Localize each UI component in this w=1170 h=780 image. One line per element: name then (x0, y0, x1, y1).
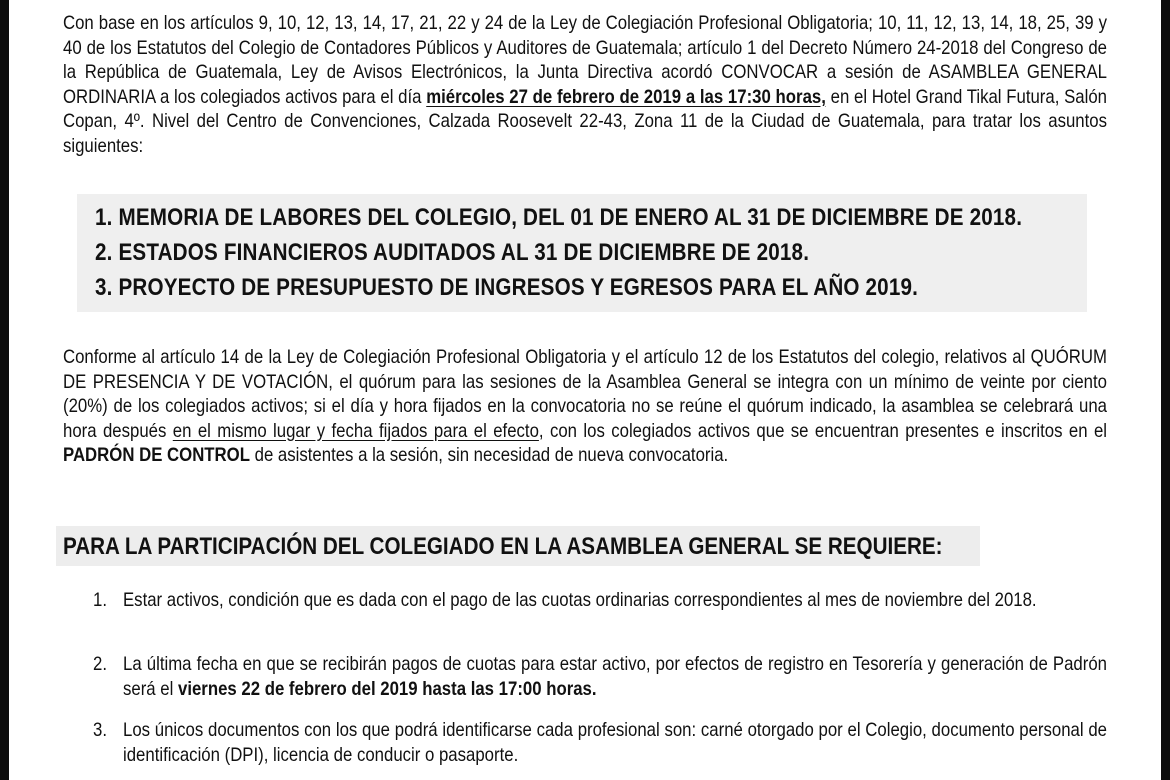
requirements-heading: PARA LA PARTICIPACIÓN DEL COLEGIADO EN LA ASAMBLEA GENERAL SE REQUIERE: (63, 533, 943, 560)
quorum-text-start: Conforme al artículo 14 de la Ley de Colegiación Profesional Obligatoria y el artículo 12 de los Estatutos del colegio, relativos al QUÓRUM DE PRESENCIA Y DE VOTACIÓN, el quórum para las sesiones de la Asamblea General se integra con un mínimo de veinte por ciento (20%) de los colegiados activos; si el día y hora fijados en la convocatoria no se reúne el quórum indicado, la asamblea se celebrará una hora después (63, 346, 1107, 442)
agenda-item-2: 2. ESTADOS FINANCIEROS AUDITADOS AL 31 DE DICIEMBRE DE 2018. (95, 239, 810, 266)
requirement-number: 2. (93, 653, 107, 675)
requirement-text-part: La última fecha en que se recibirán pagos de cuotas para estar activo, por efectos de registro en Tesorería y generación de Padrón será el (123, 653, 1107, 700)
left-border (0, 0, 9, 780)
requirement-text (123, 718, 1107, 767)
requirement-text-part: Estar activos, condición que es dada con el pago de las cuotas ordinarias correspondientes al mes de noviembre del 2018. (123, 589, 1037, 611)
payment-deadline: viernes 22 de febrero del 2019 hasta las 17:00 horas. (177, 677, 597, 700)
assembly-date: miércoles 27 de febrero de 2019 a las 17:30 horas, (426, 85, 826, 108)
requirement-text (123, 588, 1107, 613)
agenda-item-3: 3. PROYECTO DE PRESUPUESTO DE INGRESOS Y EGRESOS PARA EL AÑO 2019. (95, 274, 919, 301)
intro-paragraph (63, 11, 1107, 158)
quorum-text-mid: , con los colegiados activos que se encuentran presentes e inscritos en el (538, 419, 1107, 442)
requirement-item-1 (93, 588, 1107, 646)
quorum-underlined: en el mismo lugar y fecha fijados para el efecto (172, 419, 539, 442)
requirement-number: 1. (93, 589, 107, 611)
requirement-item-3 (93, 718, 1107, 776)
quorum-bold: PADRÓN DE CONTROL (63, 444, 250, 466)
requirements-list (93, 588, 1107, 768)
requirement-text (123, 652, 1107, 701)
intro-text-start: Con base en los artículos 9, 10, 12, 13, 14, 17, 21, 22 y 24 de la Ley de Colegiación Profesional Obligatoria; 10, 11, 12, 13, 14, 18, 25, 39 y 40 de los Estatutos del Colegio de Contadores Públicos y Auditores de Guatemala; artículo 1 del Decreto Número 24-2018 del Congreso de la República de Guatemala, Ley de Avisos Electrónicos, la Junta Directiva acordó CONVOCAR a sesión de ASAMBLEA GENERAL ORDINARIA a los colegiados activos para el día (63, 12, 1107, 108)
requirement-text-part: Los únicos documentos con los que podrá identificarse cada profesional son: carné otorgado por el Colegio, documento personal de identificación (DPI), licencia de conducir o pasaporte. (123, 719, 1107, 766)
right-border (1161, 0, 1170, 780)
requirement-number: 3. (93, 719, 107, 741)
agenda-item-1: 1. MEMORIA DE LABORES DEL COLEGIO, DEL 01 DE ENERO AL 31 DE DICIEMBRE DE 2018. (95, 204, 1023, 231)
requirement-item-2 (93, 652, 1107, 710)
quorum-paragraph (63, 345, 1107, 468)
intro-text-end: en el Hotel Grand Tikal Futura, Salón Copan, 4º. Nivel del Centro de Convenciones, Calzada Roosevelt 22-43, Zona 11 de la Ciudad de Guatemala, para tratar los asuntos siguientes: (63, 85, 1107, 157)
quorum-text-end: de asistentes a la sesión, sin necesidad de nueva convocatoria. (249, 444, 729, 466)
requirements-heading-box (56, 526, 980, 566)
agenda-box (77, 194, 1087, 312)
